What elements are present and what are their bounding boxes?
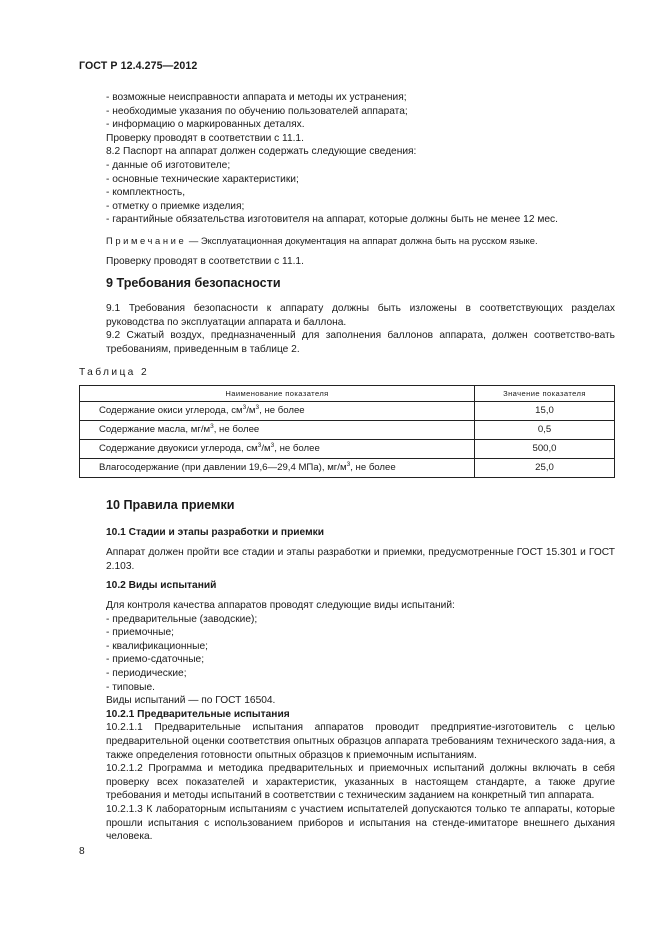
list-item: - периодические; [106,667,187,679]
section-10-1-heading: 10.1 Стадии и этапы разработки и приемки [106,527,324,538]
table-header-row [80,386,615,402]
clause-10-1-text: Аппарат должен пройти все стадии и этапы разработки и приемки, предусмотренные ГОСТ 15.301 и ГОСТ 2.103. [106,547,615,572]
table-row [80,421,615,440]
clause-10-2-1-1: 10.2.1.1 Предварительные испытания аппаратов проводит предприятие-изготовитель с целью предварительной оценки соответствия опытных образцов аппарата требованиям технического зада-ния, а также определения готовности опытных образцов к приемочным испытаниям. [106,722,615,761]
list-item: - данные об изготовителе; [106,159,231,171]
section-9-heading: 9 Требования безопасности [106,276,281,290]
list-item: - гарантийные обязательства изготовителя на аппарат, которые должны быть не менее 12 мес. [106,214,558,226]
passport-block [79,91,615,268]
check-reference: Проверку проводят в соответствии с 11.1. [106,255,304,267]
list-item: - приемочные; [106,627,174,639]
document-code: ГОСТ Р 12.4.275—2012 [79,60,198,72]
table-2 [79,385,615,478]
column-header-value: Значение показателя [475,386,615,402]
list-item: - предварительные (заводские); [106,613,258,625]
list-item: - типовые. [106,681,155,693]
section-10-heading: 10 Правила приемки [106,498,235,512]
clause-10-2-1-3: 10.2.1.3 К лабораторным испытаниям с участием испытателей допускаются только те аппараты, которые прошли испытания с использованием приборов и испытания на стенде-имитаторе внешнего дыхания человека. [106,803,615,843]
page-number: 8 [79,846,85,857]
indicator-name: Содержание масла, $мг/м^3$, не более [80,421,475,440]
section-10-2 [79,579,615,593]
table-row [80,402,615,421]
section-10-2-heading: 10.2 Виды испытаний [106,580,217,591]
table-2-caption: Таблица 2 [79,367,150,378]
note-text: — Эксплуатационная документация на аппарат должна быть на русском языке. [186,234,538,246]
indicator-value: 15,0 [475,402,615,421]
indicator-value: 0,5 [475,421,615,440]
indicator-name: Содержание окиси углерода, $см^3/м^3$, не более [80,402,475,421]
indicator-name: Содержание двуокиси углерода, $см^3/м^3$, не более [80,440,475,459]
indicator-value: 25,0 [475,459,615,478]
test-types-intro: Для контроля качества аппаратов проводят следующие виды испытаний: [106,600,455,611]
indicator-name: Влагосодержание (при давлении 19,6—29,4 МПа), $мг/м^3$, не более [80,459,475,478]
section-10-1 [79,526,615,540]
table-row [80,440,615,459]
section-10-1-body [79,546,615,573]
list-item: - отметку о приемке изделия; [106,200,245,212]
check-reference: Проверку проводят в соответствии с 11.1. [106,132,304,144]
indicator-value: 500,0 [475,440,615,459]
list-item: - приемо-сдаточные; [106,654,205,666]
table-row [80,459,615,478]
clause-9-1: 9.1 Требования безопасности к аппарату должны быть изложены в соответствующих разделах руководства по эксплуатации аппарата и баллона. [106,303,615,328]
section-9 [79,277,615,291]
clause-10-2-1-2: 10.2.1.2 Программа и методика предварительных и приемочных испытаний должны включать в себя проверку всех показателей и характеристик, указанных в настоящем стандарте, а также другие требования и методы испытаний в соответствии с техническим заданием на конкретный тип аппарата. [106,763,615,802]
list-item: - информацию о маркированных деталях. [106,119,305,131]
list-item: - возможные неисправности аппарата и методы их устранения; [106,92,407,103]
list-item: - квалификационные; [106,640,208,652]
section-10-2-body [79,599,615,844]
note-label: Примечание [106,234,187,246]
list-item: - комплектность, [106,187,186,199]
section-10-2-1-heading: 10.2.1 Предварительные испытания [106,708,290,720]
clause-8-2: 8.2 Паспорт на аппарат должен содержать следующие сведения: [106,146,417,158]
section-9-body [79,302,615,356]
note [79,234,615,248]
list-item: - основные технические характеристики; [106,173,299,185]
list-item: - необходимые указания по обучению пользователей аппарата; [106,105,408,117]
column-header-name: Наименование показателя [80,386,475,402]
clause-9-2: 9.2 Сжатый воздух, предназначенный для заполнения баллонов аппарата, должен соответство-вать требованиям, приведенным в таблице 2. [106,330,615,355]
test-types-reference: Виды испытаний — по ГОСТ 16504. [106,695,276,707]
section-10 [79,499,615,513]
